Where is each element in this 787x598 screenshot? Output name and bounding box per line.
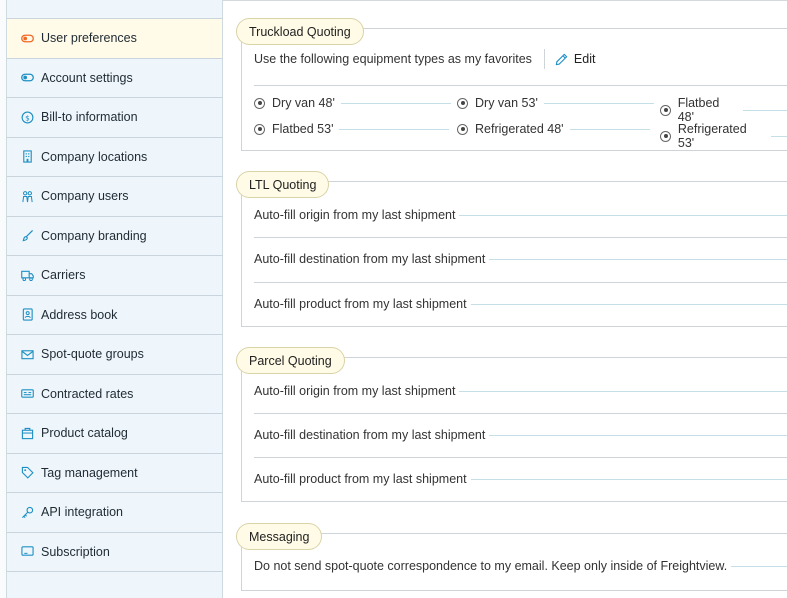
row-guide-line bbox=[459, 215, 787, 216]
messaging-section bbox=[241, 529, 787, 591]
equipment-option[interactable] bbox=[254, 96, 451, 110]
screen-icon bbox=[21, 545, 34, 558]
option-label: Auto-fill destination from my last shipment bbox=[254, 252, 486, 266]
key-icon bbox=[21, 506, 34, 519]
sidebar-item-api-integration[interactable] bbox=[7, 493, 222, 533]
radio-icon bbox=[457, 98, 468, 109]
option-label: Auto-fill product from my last shipment bbox=[254, 297, 467, 311]
users-icon bbox=[21, 190, 34, 203]
package-icon bbox=[21, 427, 34, 440]
row-guide-line bbox=[339, 129, 449, 130]
sidebar-item-label: Company users bbox=[41, 189, 129, 204]
top-divider bbox=[223, 0, 787, 1]
building-icon bbox=[21, 150, 34, 163]
radio-icon bbox=[660, 131, 671, 142]
equipment-option[interactable] bbox=[660, 96, 787, 124]
favorites-row bbox=[254, 49, 595, 69]
sidebar-item-label: Account settings bbox=[41, 70, 133, 85]
row-divider bbox=[254, 457, 787, 458]
sidebar-item-company-branding[interactable] bbox=[7, 217, 222, 257]
ltl-autofill-origin-option[interactable] bbox=[254, 208, 787, 222]
radio-icon bbox=[660, 105, 671, 116]
row-guide-line bbox=[459, 391, 787, 392]
sidebar-item-company-locations[interactable] bbox=[7, 138, 222, 178]
radio-icon bbox=[254, 124, 265, 135]
equipment-option[interactable] bbox=[660, 122, 787, 150]
section-title-messaging: Messaging bbox=[236, 523, 322, 550]
sidebar-item-label: Contracted rates bbox=[41, 386, 134, 401]
sidebar-item-label: User preferences bbox=[41, 31, 137, 46]
toggle-icon bbox=[21, 32, 34, 45]
toggle-icon bbox=[21, 71, 34, 84]
svg-text:$: $ bbox=[25, 113, 30, 123]
equipment-option[interactable] bbox=[457, 96, 654, 110]
sidebar-item-label: Bill-to information bbox=[41, 110, 138, 125]
messaging-no-email-option[interactable] bbox=[254, 559, 787, 573]
row-guide-line bbox=[341, 103, 451, 104]
option-label: Auto-fill destination from my last shipment bbox=[254, 428, 486, 442]
option-label: Auto-fill product from my last shipment bbox=[254, 472, 467, 486]
ltl-autofill-destination-option[interactable] bbox=[254, 252, 787, 266]
row-guide-line bbox=[544, 103, 654, 104]
sidebar-item-address-book[interactable] bbox=[7, 296, 222, 336]
sidebar-item-label: Company branding bbox=[41, 228, 147, 243]
ltl-autofill-product-option[interactable] bbox=[254, 297, 787, 311]
sidebar-item-label: Carriers bbox=[41, 268, 86, 283]
sidebar-top-spacer bbox=[7, 0, 222, 19]
sidebar-item-product-catalog[interactable] bbox=[7, 414, 222, 454]
brush-icon bbox=[21, 229, 34, 242]
row-guide-line bbox=[570, 129, 650, 130]
preferences-content bbox=[223, 0, 787, 598]
sidebar-item-account-settings[interactable] bbox=[7, 59, 222, 99]
option-label: Do not send spot-quote correspondence to my email. Keep only inside of Freightview. bbox=[254, 559, 728, 573]
edit-favorites-button[interactable] bbox=[555, 52, 596, 66]
parcel-autofill-destination-option[interactable] bbox=[254, 428, 787, 442]
sidebar-item-contracted-rates[interactable] bbox=[7, 375, 222, 415]
row-divider bbox=[254, 413, 787, 414]
row-guide-line bbox=[489, 259, 787, 260]
sidebar-item-subscription[interactable] bbox=[7, 533, 222, 573]
equipment-label: Refrigerated 48' bbox=[475, 122, 564, 136]
row-guide-line bbox=[471, 304, 787, 305]
equipment-label: Dry van 48' bbox=[272, 96, 335, 110]
ltl-quoting-section bbox=[241, 177, 787, 327]
option-label: Auto-fill origin from my last shipment bbox=[254, 208, 456, 222]
row-guide-line bbox=[743, 110, 787, 111]
sidebar-item-label: Product catalog bbox=[41, 426, 128, 441]
edit-label: Edit bbox=[573, 52, 596, 66]
equipment-label: Flatbed 53' bbox=[272, 122, 334, 136]
row-guide-line bbox=[771, 136, 787, 137]
contact-book-icon bbox=[21, 308, 34, 321]
equipment-label: Flatbed 48' bbox=[677, 96, 720, 124]
sidebar-background bbox=[0, 0, 223, 598]
sidebar-item-label: API integration bbox=[41, 505, 123, 520]
radio-icon bbox=[457, 124, 468, 135]
sidebar-item-label: Company locations bbox=[41, 149, 148, 164]
section-title-truckload: Truckload Quoting bbox=[236, 18, 364, 45]
sidebar-item-label: Subscription bbox=[41, 544, 110, 559]
equipment-label: Dry van 53' bbox=[475, 96, 538, 110]
row-guide-line bbox=[731, 566, 787, 567]
parcel-autofill-origin-option[interactable] bbox=[254, 384, 787, 398]
vertical-divider bbox=[544, 49, 545, 69]
sidebar-item-label: Tag management bbox=[41, 465, 138, 480]
truckload-quoting-section bbox=[241, 24, 787, 151]
settings-sidebar bbox=[6, 0, 223, 598]
parcel-quoting-section bbox=[241, 353, 787, 502]
truck-icon bbox=[21, 269, 34, 282]
row-divider bbox=[254, 282, 787, 283]
section-title-ltl: LTL Quoting bbox=[236, 171, 329, 198]
section-title-parcel: Parcel Quoting bbox=[236, 347, 345, 374]
option-label: Auto-fill origin from my last shipment bbox=[254, 384, 456, 398]
sidebar-item-company-users[interactable] bbox=[7, 177, 222, 217]
rate-card-icon bbox=[21, 387, 34, 400]
tag-icon bbox=[21, 466, 34, 479]
favorites-text: Use the following equipment types as my favorites bbox=[254, 52, 532, 66]
sidebar-item-label: Spot-quote groups bbox=[41, 347, 144, 362]
sidebar-item-carriers[interactable] bbox=[7, 256, 222, 296]
parcel-autofill-product-option[interactable] bbox=[254, 472, 787, 486]
equipment-option[interactable] bbox=[254, 122, 449, 136]
sidebar-item-label: Address book bbox=[41, 307, 118, 322]
equipment-option[interactable] bbox=[457, 122, 650, 136]
envelope-icon bbox=[21, 348, 34, 361]
sidebar-item-spot-quote-groups[interactable] bbox=[7, 335, 222, 375]
sidebar-item-user-preferences[interactable] bbox=[7, 19, 222, 59]
sidebar-item-tag-management[interactable] bbox=[7, 454, 222, 494]
favorites-divider bbox=[254, 85, 787, 86]
pencil-icon bbox=[555, 53, 568, 66]
row-guide-line bbox=[489, 435, 787, 436]
row-divider bbox=[254, 237, 787, 238]
row-guide-line bbox=[471, 479, 787, 480]
sidebar-item-bill-to-information[interactable] bbox=[7, 98, 222, 138]
radio-icon bbox=[254, 98, 265, 109]
dollar-circle-icon bbox=[21, 111, 34, 124]
equipment-label: Refrigerated 53' bbox=[677, 122, 747, 150]
